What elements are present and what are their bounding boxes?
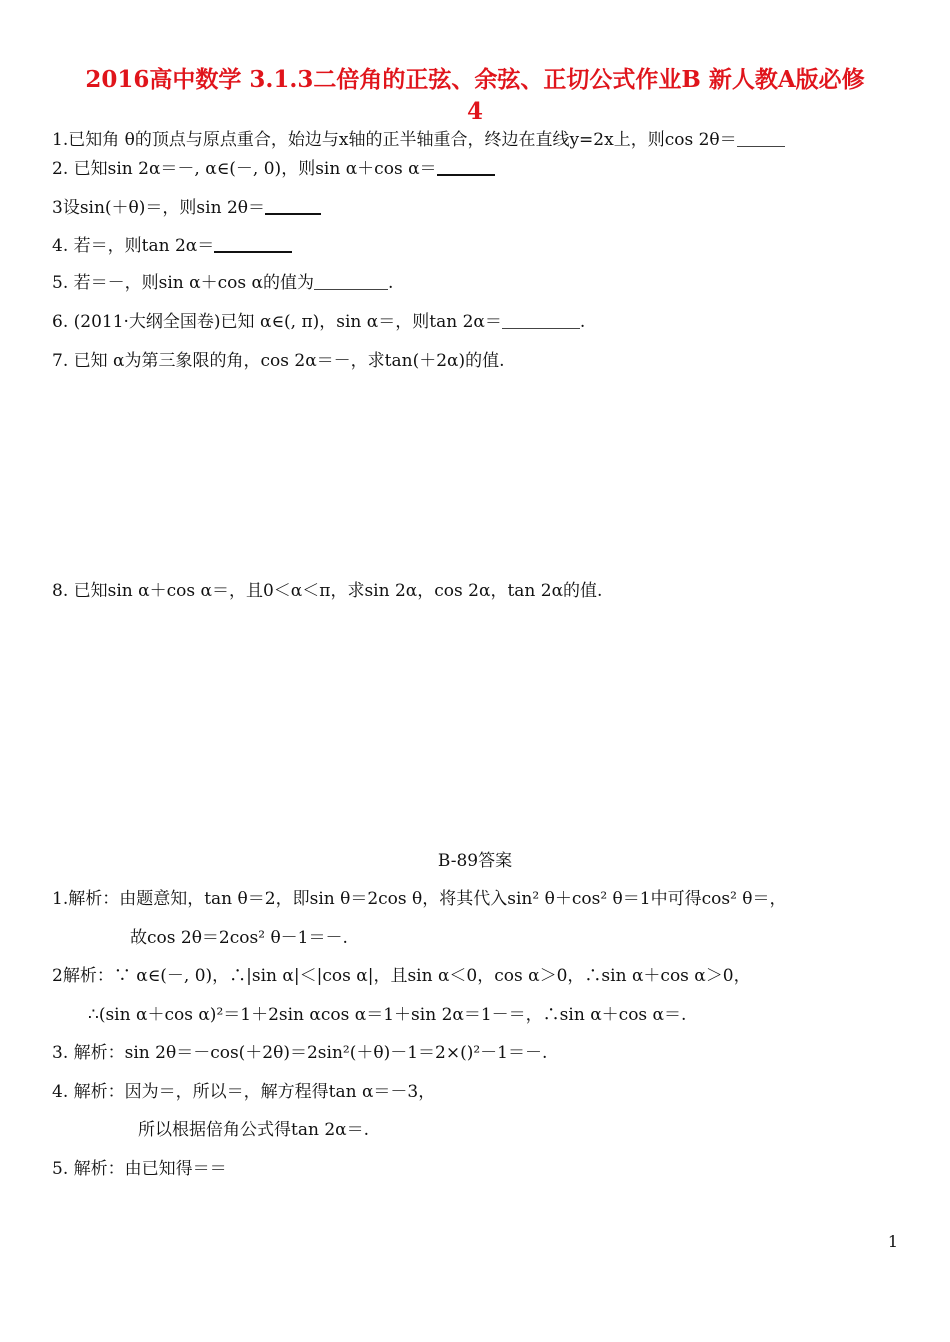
answer-blank bbox=[437, 156, 495, 176]
title-line-1: 2016高中数学 3.1.3二倍角的正弦、余弦、正切公式作业B 新人教A版必修 bbox=[85, 66, 865, 93]
answer-2-line-1: 2解析：∵ α∈(－, 0)，∴|sin α|＜|cos α|，且sin α＜0，cos α＞0，∴sin α＋cos α＞0， bbox=[52, 966, 751, 986]
answer-4-line-1: 4. 解析：因为＝，所以＝，解方程得tan α＝－3， bbox=[52, 1082, 436, 1102]
title-line-2: 4 bbox=[466, 98, 483, 125]
question-4: 4. 若＝，则tan 2α＝ bbox=[52, 233, 292, 258]
answer-3: 3. 解析：sin 2θ＝－cos(＋2θ)＝2sin²(＋θ)－1＝2×()²－1＝－. bbox=[52, 1043, 548, 1063]
answer-heading: B-89答案 bbox=[437, 851, 513, 871]
answer-blank bbox=[214, 233, 292, 253]
question-1: 1.已知角 θ的顶点与原点重合，始边与x轴的正半轴重合，终边在直线y=2x上，则cos 2θ＝ bbox=[52, 128, 785, 152]
answer-1-line-1: 1.解析：由题意知，tan θ＝2，即sin θ＝2cos θ，将其代入sin² θ＋cos² θ＝1中可得cos² θ＝， bbox=[52, 889, 787, 909]
question-6: 6. (2011·大纲全国卷)已知 α∈(, π)，sin α＝，则tan 2α＝ . bbox=[52, 312, 586, 332]
answer-blank bbox=[265, 195, 321, 215]
answer-1-line-2: 故cos 2θ＝2cos² θ－1＝－. bbox=[130, 928, 348, 948]
answer-blank bbox=[314, 271, 388, 290]
question-5: 5. 若＝－，则sin α＋cos α的值为 . bbox=[52, 273, 394, 293]
answer-blank bbox=[737, 128, 785, 147]
question-7: 7. 已知 α为第三象限的角，cos 2α＝－，求tan(＋2α)的值. bbox=[52, 351, 505, 371]
question-8: 8. 已知sin α＋cos α＝，且0＜α＜π，求sin 2α，cos 2α，tan 2α的值. bbox=[52, 581, 603, 601]
answer-blank bbox=[502, 310, 580, 329]
answer-4-line-2: 所以根据倍角公式得tan 2α＝. bbox=[138, 1120, 370, 1140]
question-3: 3设sin(＋θ)＝，则sin 2θ＝ bbox=[52, 195, 321, 220]
answer-5: 5. 解析：由已知得＝＝ bbox=[52, 1159, 227, 1179]
answer-2-line-2: ∴(sin α＋cos α)²＝1＋2sin αcos α＝1＋sin 2α＝1－＝，∴sin α＋cos α＝. bbox=[88, 1005, 687, 1025]
page-number: 1 bbox=[887, 1232, 898, 1251]
page-title bbox=[40, 64, 910, 128]
question-2: 2. 已知sin 2α＝－, α∈(－, 0)，则sin α＋cos α＝ bbox=[52, 156, 495, 181]
